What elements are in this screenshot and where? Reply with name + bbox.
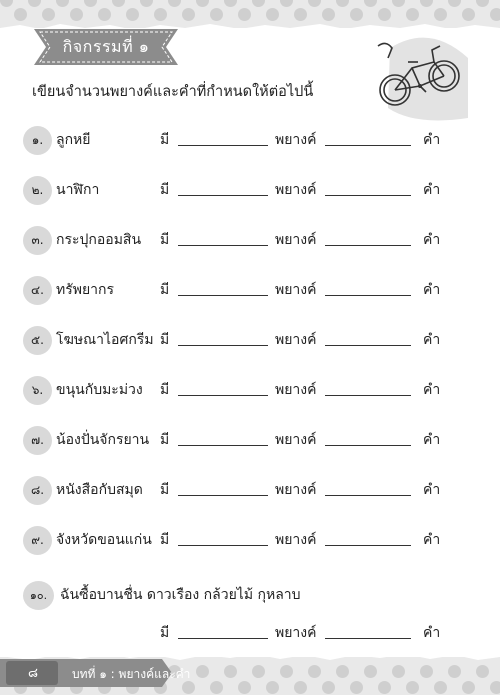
polka-dot bbox=[336, 665, 349, 678]
polka-dot bbox=[280, 0, 293, 7]
polka-dot bbox=[154, 8, 167, 21]
item-number: ๕. bbox=[23, 326, 52, 355]
syllable-count-blank[interactable] bbox=[178, 545, 268, 546]
label-have: มี bbox=[160, 482, 170, 498]
polka-dot bbox=[476, 0, 489, 7]
item-number: ๒. bbox=[23, 176, 52, 205]
polka-dot bbox=[140, 0, 153, 7]
polka-dot bbox=[322, 681, 335, 694]
polka-dot bbox=[112, 0, 125, 7]
polka-dot bbox=[126, 8, 139, 21]
label-syllable: พยางค์ bbox=[275, 282, 317, 298]
label-have: มี bbox=[160, 282, 170, 298]
polka-dot bbox=[42, 8, 55, 21]
item-word: ขนุนกับมะม่วง bbox=[56, 382, 143, 398]
item-number: ๑๐. bbox=[23, 581, 54, 610]
item-word: ทรัพยากร bbox=[56, 282, 115, 298]
exercise-row-8 bbox=[20, 475, 480, 505]
polka-dot bbox=[490, 681, 500, 694]
polka-dot bbox=[182, 8, 195, 21]
syllable-count-blank[interactable] bbox=[178, 145, 268, 146]
word-count-blank[interactable] bbox=[325, 295, 411, 296]
activity-title-ribbon bbox=[34, 29, 178, 65]
polka-dot bbox=[490, 8, 500, 21]
word-count-blank[interactable] bbox=[325, 495, 411, 496]
polka-dot bbox=[294, 8, 307, 21]
label-have: มี bbox=[160, 232, 170, 248]
label-have: มี bbox=[160, 132, 170, 148]
polka-dot bbox=[168, 0, 181, 7]
label-word: คำ bbox=[423, 332, 441, 348]
label-syllable: พยางค์ bbox=[275, 182, 317, 198]
exercise-row-10 bbox=[20, 580, 480, 610]
chapter-title: บทที่ ๑ : พยางค์และคำ bbox=[72, 667, 191, 681]
polka-dot bbox=[266, 8, 279, 21]
word-count-blank[interactable] bbox=[325, 245, 411, 246]
polka-dot bbox=[238, 8, 251, 21]
label-have: มี bbox=[160, 382, 170, 398]
polka-dot bbox=[238, 681, 251, 694]
polka-dot bbox=[252, 0, 265, 7]
word-count-blank[interactable] bbox=[325, 445, 411, 446]
label-word: คำ bbox=[423, 432, 441, 448]
item-word: ลูกหยี bbox=[56, 132, 91, 148]
syllable-count-blank[interactable] bbox=[178, 295, 268, 296]
exercise-row-5 bbox=[20, 325, 480, 355]
label-have: มี bbox=[160, 332, 170, 348]
polka-dot bbox=[336, 0, 349, 7]
label-word: คำ bbox=[423, 382, 441, 398]
polka-dot bbox=[224, 665, 237, 678]
label-word: คำ bbox=[423, 132, 441, 148]
label-syllable: พยางค์ bbox=[275, 482, 317, 498]
item-word: น้องปั่นจักรยาน bbox=[56, 432, 150, 448]
item-sentence: ฉันซื้อบานชื่น ดาวเรือง กล้วยไม้ กุหลาบ bbox=[60, 587, 301, 603]
label-syllable: พยางค์ bbox=[275, 532, 317, 548]
label-word: คำ bbox=[423, 625, 441, 641]
instruction-text: เขียนจำนวนพยางค์และคำที่กำหนดให้ต่อไปนี้ bbox=[32, 84, 314, 100]
word-count-blank[interactable] bbox=[325, 195, 411, 196]
page-number: ๘ bbox=[27, 666, 39, 681]
polka-dot bbox=[350, 681, 363, 694]
polka-dot bbox=[392, 0, 405, 7]
item-number: ๗. bbox=[23, 426, 52, 455]
label-word: คำ bbox=[423, 232, 441, 248]
item-number: ๓. bbox=[23, 226, 52, 255]
polka-dot bbox=[308, 0, 321, 7]
syllable-count-blank[interactable] bbox=[178, 195, 268, 196]
item-word: โฆษณาไอศกรีม bbox=[56, 332, 154, 348]
label-syllable: พยางค์ bbox=[275, 625, 317, 641]
syllable-count-blank[interactable] bbox=[178, 395, 268, 396]
polka-dot bbox=[196, 0, 209, 7]
polka-dot bbox=[280, 665, 293, 678]
exercise-row-3 bbox=[20, 225, 480, 255]
polka-dot bbox=[56, 0, 69, 7]
polka-dot bbox=[266, 681, 279, 694]
polka-dot bbox=[14, 8, 27, 21]
item-number: ๔. bbox=[23, 276, 52, 305]
label-syllable: พยางค์ bbox=[275, 132, 317, 148]
polka-dot bbox=[364, 665, 377, 678]
polka-dot bbox=[196, 665, 209, 678]
polka-dot bbox=[0, 0, 13, 7]
label-syllable: พยางค์ bbox=[275, 232, 317, 248]
label-word: คำ bbox=[423, 182, 441, 198]
exercise-row-4 bbox=[20, 275, 480, 305]
polka-dot bbox=[308, 665, 321, 678]
polka-dot bbox=[406, 681, 419, 694]
polka-dot bbox=[294, 681, 307, 694]
word-count-blank[interactable] bbox=[325, 345, 411, 346]
polka-dot bbox=[252, 665, 265, 678]
label-word: คำ bbox=[423, 532, 441, 548]
label-word: คำ bbox=[423, 482, 441, 498]
label-syllable: พยางค์ bbox=[275, 332, 317, 348]
label-have: มี bbox=[160, 532, 170, 548]
label-word: คำ bbox=[423, 282, 441, 298]
syllable-count-blank[interactable] bbox=[178, 638, 268, 639]
polka-dot bbox=[84, 0, 97, 7]
polka-dot bbox=[462, 681, 475, 694]
item-word: จังหวัดขอนแก่น bbox=[56, 532, 152, 548]
exercise-row-2 bbox=[20, 175, 480, 205]
polka-dot bbox=[476, 665, 489, 678]
label-have: มี bbox=[160, 625, 170, 641]
polka-dot bbox=[392, 665, 405, 678]
exercise-row-6 bbox=[20, 375, 480, 405]
word-count-blank[interactable] bbox=[325, 545, 411, 546]
polka-dot bbox=[434, 681, 447, 694]
syllable-count-blank[interactable] bbox=[178, 245, 268, 246]
syllable-count-blank[interactable] bbox=[178, 445, 268, 446]
polka-dot bbox=[210, 681, 223, 694]
exercise-row-9 bbox=[20, 525, 480, 555]
syllable-count-blank[interactable] bbox=[178, 345, 268, 346]
polka-dot bbox=[420, 665, 433, 678]
polka-dot bbox=[322, 8, 335, 21]
exercise-row-7 bbox=[20, 425, 480, 455]
activity-title: กิจกรรมที่ ๑ bbox=[62, 37, 150, 56]
polka-dot bbox=[378, 681, 391, 694]
label-syllable: พยางค์ bbox=[275, 382, 317, 398]
exercise-row-1 bbox=[20, 125, 480, 155]
exercise-row-10-answer bbox=[20, 618, 480, 648]
polka-dot bbox=[210, 8, 223, 21]
word-count-blank[interactable] bbox=[325, 638, 411, 639]
polka-dot bbox=[420, 0, 433, 7]
item-word: หนังสือกับสมุด bbox=[56, 482, 143, 498]
polka-dot bbox=[98, 8, 111, 21]
item-number: ๑. bbox=[23, 126, 52, 155]
polka-dot bbox=[28, 0, 41, 7]
polka-dot bbox=[448, 0, 461, 7]
item-number: ๘. bbox=[23, 476, 52, 505]
polka-dot bbox=[224, 0, 237, 7]
word-count-blank[interactable] bbox=[325, 145, 411, 146]
label-have: มี bbox=[160, 432, 170, 448]
polka-dot bbox=[364, 0, 377, 7]
syllable-count-blank[interactable] bbox=[178, 495, 268, 496]
polka-dot bbox=[70, 8, 83, 21]
label-have: มี bbox=[160, 182, 170, 198]
label-syllable: พยางค์ bbox=[275, 432, 317, 448]
word-count-blank[interactable] bbox=[325, 395, 411, 396]
item-number: ๙. bbox=[23, 526, 52, 555]
item-number: ๖. bbox=[23, 376, 52, 405]
item-word: นาฬิกา bbox=[56, 182, 100, 198]
polka-dot bbox=[448, 665, 461, 678]
item-word: กระปุกออมสิน bbox=[56, 232, 142, 248]
bicycle-icon bbox=[360, 18, 470, 123]
